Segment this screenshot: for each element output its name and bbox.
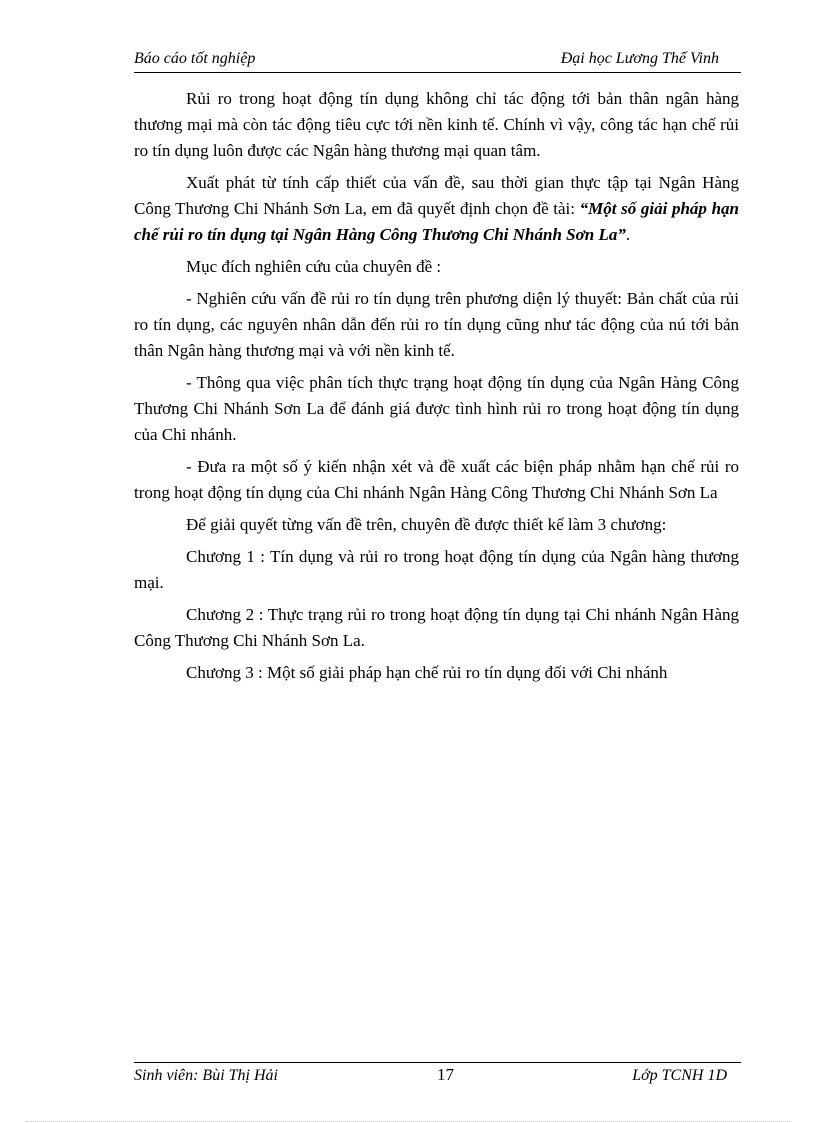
paragraph-3: Mục đích nghiên cứu của chuyên đề : [186, 257, 442, 276]
paragraph-2-intro: Xuất phát từ tính cấp thiết của vấn đề, sau thời gian thực tập tại Ngân Hàng Công Thương Chi Nhánh Sơn La, em đã quyết định chọn đề tài: [134, 173, 739, 218]
page-bottom-divider [26, 1121, 790, 1122]
chapter-1: Chương 1 : Tín dụng và rủi ro trong hoạt động tín dụng của Ngân hàng thương mại. [134, 547, 739, 592]
page-header [134, 48, 741, 73]
page-footer [134, 1062, 741, 1093]
footer-student-name: Sinh viên: Bùi Thị Hải [134, 1067, 278, 1084]
chapter-3: Chương 3 : Một số giải pháp hạn chế rủi ro tín dụng đối với Chi nhánh [186, 663, 668, 682]
paragraph-2 [134, 170, 739, 248]
page-body [134, 86, 739, 692]
paragraph-4: - Nghiên cứu vấn đề rủi ro tín dụng trên phương diện lý thuyết: Bản chất của rủi ro tín dụng, các nguyên nhân dẫn đến rủi ro tín dụng cũng như tác động của nú tới bản thân Ngân hàng thương mại và với nền kinh tế. [134, 289, 739, 360]
page-number: 17 [437, 1065, 454, 1084]
header-report-title: Báo cáo tốt nghiệp [134, 50, 256, 67]
header-university: Đại học Lương Thế Vinh [560, 50, 719, 67]
chapter-2: Chương 2 : Thực trạng rủi ro trong hoạt động tín dụng tại Chi nhánh Ngân Hàng Công Thương Chi Nhánh Sơn La. [134, 605, 739, 650]
paragraph-2-end: . [625, 225, 631, 244]
paragraph-6: - Đưa ra một số ý kiến nhận xét và đề xuất các biện pháp nhằm hạn chế rủi ro trong hoạt động tín dụng của Chi nhánh Ngân Hàng Công Thương Chi Nhánh Sơn La [134, 457, 739, 502]
thesis-title: “Một số giải pháp hạn chế rủi ro tín dụng tại Ngân Hàng Công Thương Chi Nhánh Sơn La” [134, 199, 739, 244]
paragraph-7: Để giải quyết từng vấn đề trên, chuyên đề được thiết kế làm 3 chương: [186, 515, 667, 534]
footer-class: Lớp TCNH 1D [632, 1067, 727, 1084]
paragraph-1: Rủi ro trong hoạt động tín dụng không chỉ tác động tới bản thân ngân hàng thương mại mà còn tác động tiêu cực tới nền kinh tế. Chính vì vậy, công tác hạn chế rủi ro tín dụng luôn được các Ngân hàng thương mại quan tâm. [134, 89, 739, 160]
paragraph-5: - Thông qua việc phân tích thực trạng hoạt động tín dụng của Ngân Hàng Công Thương Chi Nhánh Sơn La để đánh giá được tình hình rủi ro trong hoạt động tín dụng của Chi nhánh. [134, 373, 739, 444]
